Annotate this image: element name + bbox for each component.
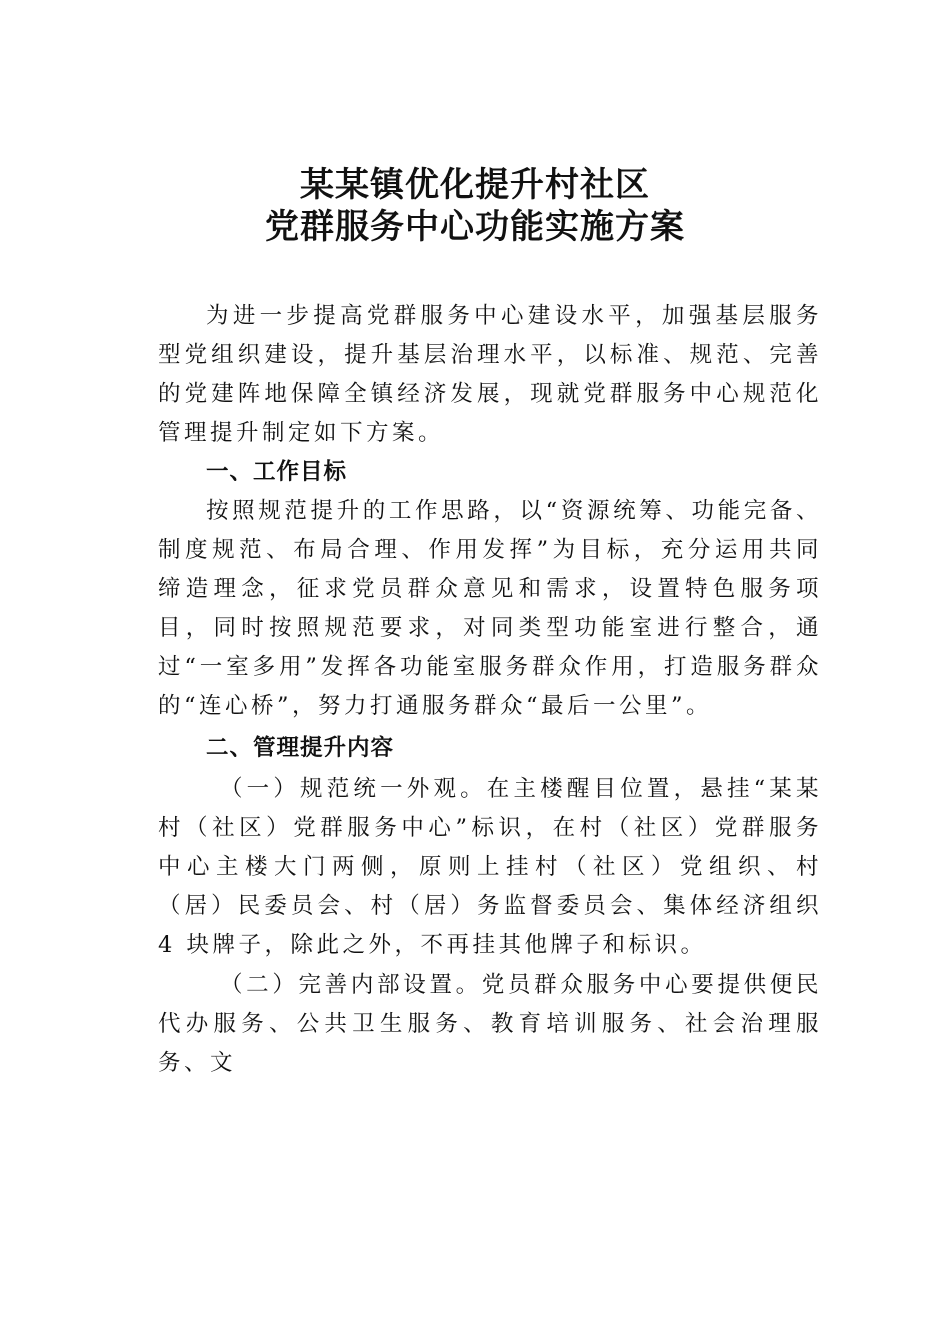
document-title-line-1: 某某镇优化提升村社区 xyxy=(300,165,650,205)
item-improve-internal-setup-paragraph: （二）完善内部设置。党员群众服务中心要提供便民代办服务、公共卫生服务、教育培训服务、社会治理服务、文 xyxy=(158,972,822,1076)
section-heading-management-content: 二、管理提升内容 xyxy=(206,735,395,761)
document-title-line-2: 党群服务中心功能实施方案 xyxy=(265,207,685,247)
intro-paragraph: 为进一步提高党群服务中心建设水平，加强基层服务型党组织建设，提升基层治理水平，以标准、规范、完善的党建阵地保障全镇经济发展，现就党群服务中心规范化管理提升制定如下方案。 xyxy=(158,303,822,446)
section-heading-work-goal: 一、工作目标 xyxy=(206,459,348,485)
work-goal-paragraph: 按照规范提升的工作思路，以“资源统筹、功能完备、制度规范、布局合理、作用发挥”为目标，充分运用共同缔造理念，征求党员群众意见和需求，设置特色服务项目，同时按照规范要求，对同类型功能室进行整合，通过“一室多用”发挥各功能室服务群众作用，打造服务群众的“连心桥”，努力打通服务群众“最后一公里”。 xyxy=(158,498,822,719)
item-unify-appearance-paragraph: （一）规范统一外观。在主楼醒目位置，悬挂“某某村（社区）党群服务中心”标识，在村（社区）党群服务中心主楼大门两侧，原则上挂村（社区）党组织、村（居）民委员会、村（居）务监督委员会、集体经济组织 4 块牌子，除此之外，不再挂其他牌子和标识。 xyxy=(158,776,822,958)
